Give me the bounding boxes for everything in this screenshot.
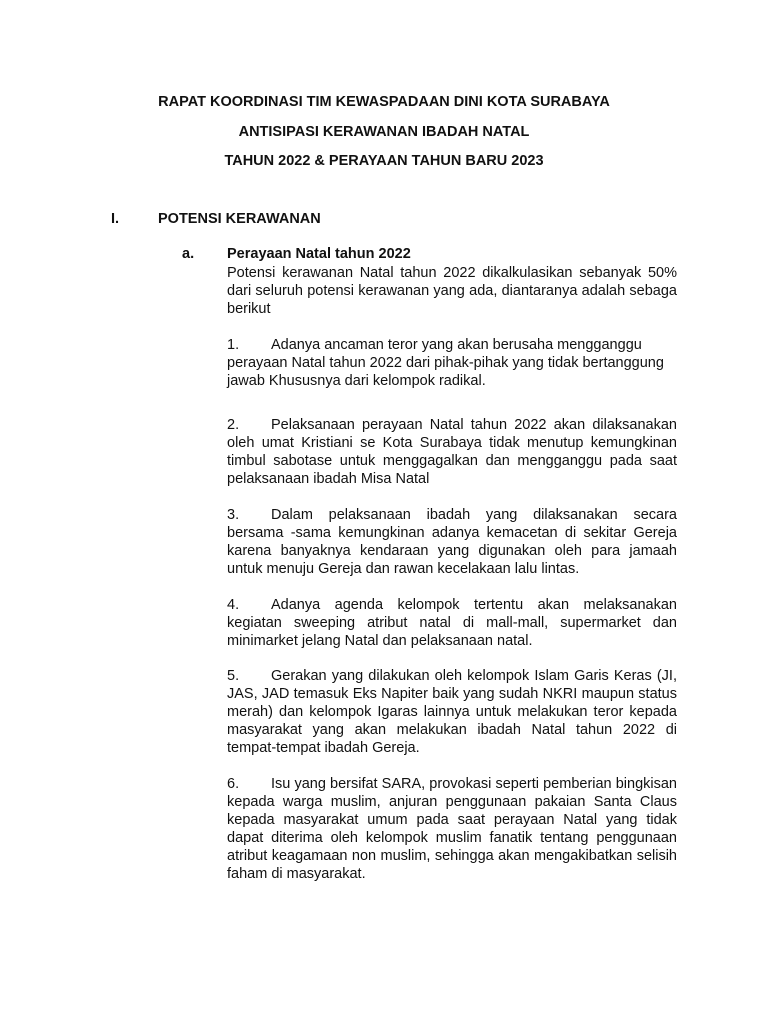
list-item-number: 3. bbox=[227, 507, 240, 523]
subsection-intro-paragraph: Potensi kerawanan Natal tahun 2022 dikalkulasikan sebanyak 50% dari seluruh potensi kerawanan yang ada, diantaranya adalah sebaga berikut bbox=[227, 265, 677, 317]
list-item bbox=[227, 506, 677, 578]
list-item-text: Gerakan yang dilakukan oleh kelompok Islam Garis Keras (JI, JAS, JAD temasuk Eks Napiter baik yang sudah NKRI maupun status merah) dan kelompok Igaras lainnya untuk melakukan teror kepada masyarakat yang akan melakukan ibadah Natal tahun 2022 di tempat-tempat ibadah Gereja. bbox=[227, 668, 677, 756]
subsection-title: Perayaan Natal tahun 2022 bbox=[227, 246, 411, 262]
list-item-text: Adanya agenda kelompok tertentu akan melaksanakan kegiatan sweeping atribut natal di mall-mall, supermarket dan minimarket jelang Natal dan pelaksanaan natal. bbox=[227, 597, 677, 649]
list-item-number: 4. bbox=[227, 597, 240, 613]
section-title: POTENSI KERAWANAN bbox=[158, 211, 321, 227]
document-title-line-1: RAPAT KOORDINASI TIM KEWASPADAAN DINI KOTA SURABAYA bbox=[158, 94, 610, 110]
list-item bbox=[227, 416, 677, 488]
list-item-number: 5. bbox=[227, 668, 240, 684]
list-item bbox=[227, 775, 677, 883]
list-item-text: Dalam pelaksanaan ibadah yang dilaksanakan secara bersama -sama kemungkinan adanya kemacetan di sekitar Gereja karena banyaknya kendaraan yang digunakan oleh para jamaah untuk menuju Gereja dan rawan kecelakaan lalu lintas. bbox=[227, 507, 677, 577]
list-item-number: 6. bbox=[227, 776, 240, 792]
list-item-text: Adanya ancaman teror yang akan berusaha mengganggu perayaan Natal tahun 2022 dari pihak-pihak yang tidak bertanggung jawab Khususnya dari kelompok radikal. bbox=[227, 337, 664, 389]
subsection-letter: a. bbox=[182, 246, 195, 262]
section-number: I. bbox=[111, 211, 120, 227]
list-item-number: 2. bbox=[227, 417, 240, 433]
list-item-text: Pelaksanaan perayaan Natal tahun 2022 akan dilaksanakan oleh umat Kristiani se Kota Surabaya tidak menutup kemungkinan timbul sabotase untuk menggagalkan dan mengganggu pada saat pelaksanaan ibadah Misa Natal bbox=[227, 417, 677, 487]
document-title-line-2: ANTISIPASI KERAWANAN IBADAH NATAL bbox=[238, 124, 530, 140]
list-item-number: 1. bbox=[227, 337, 240, 353]
list-item bbox=[227, 667, 677, 757]
list-item bbox=[227, 596, 677, 650]
document-title-line-3: TAHUN 2022 & PERAYAAN TAHUN BARU 2023 bbox=[224, 153, 544, 169]
list-item bbox=[227, 336, 677, 390]
list-item-text: Isu yang bersifat SARA, provokasi seperti pemberian bingkisan kepada warga muslim, anjuran penggunaan pakaian Santa Claus kepada masyarakat umum pada saat perayaan Natal yang tidak dapat diterima oleh kelompok muslim fanatik tentang penggunaan atribut keagamaan non muslim, sehingga akan mengakibatkan selisih faham di masyarakat. bbox=[227, 776, 677, 882]
